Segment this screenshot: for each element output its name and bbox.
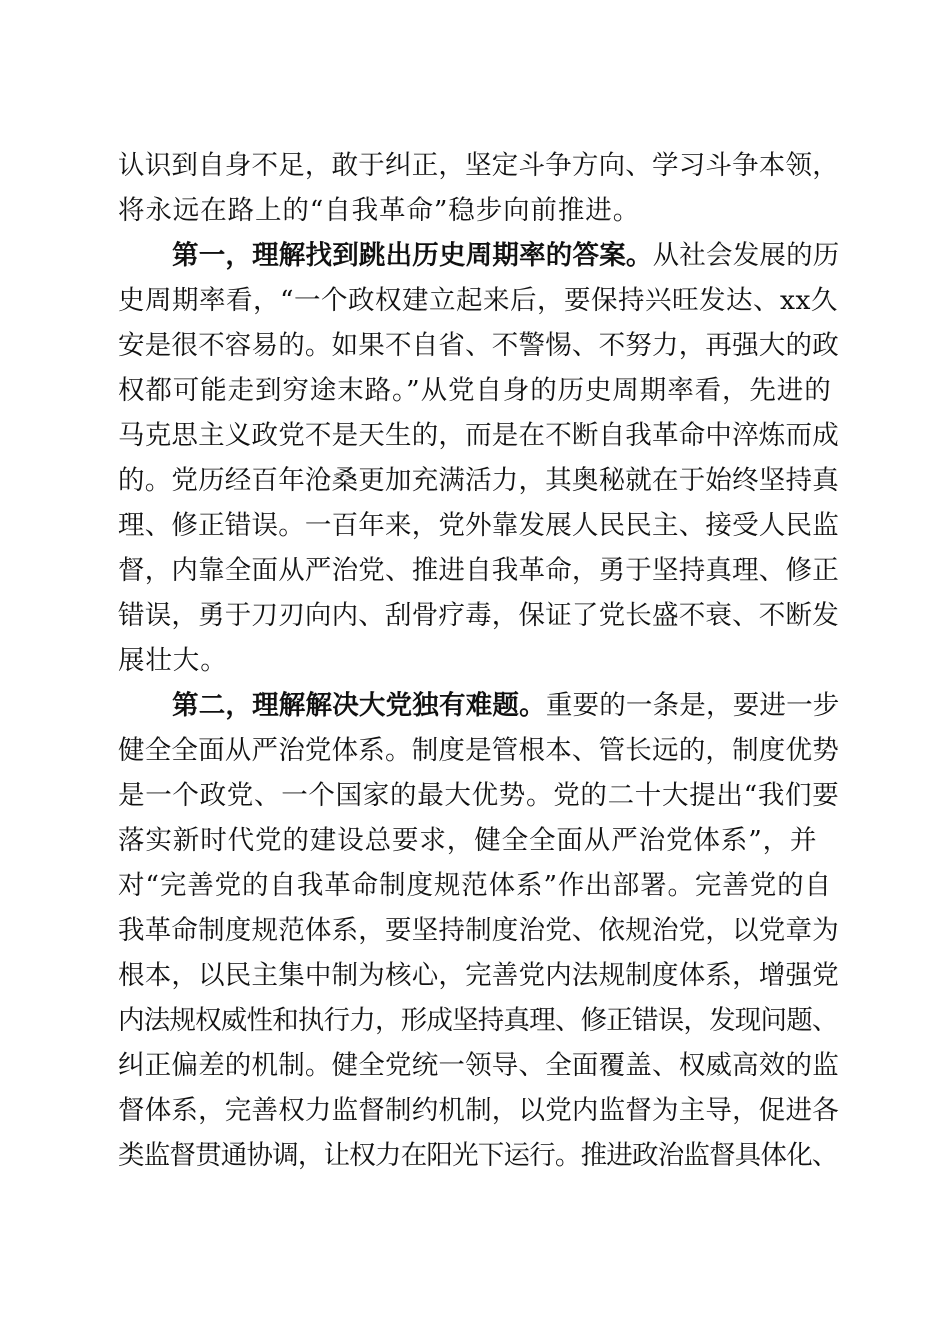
body-text-line: 的。党历经百年沧桑更加充满活力，其奥秘就在于始终坚持真 bbox=[118, 465, 839, 496]
body-text-line: 权都可能走到穷途末路。”从党自身的历史周期率看，先进的 bbox=[118, 375, 832, 406]
body-text-line: 将永远在路上的“自我革命”稳步向前推进。 bbox=[118, 195, 641, 226]
body-text-line: 马克思主义政党不是天生的，而是在不断自我革命中淬炼而成 bbox=[118, 420, 839, 451]
body-text-line: 错误，勇于刀刃向内、刮骨疗毒，保证了党长盛不衰、不断发 bbox=[118, 600, 839, 631]
section2-first-line bbox=[172, 691, 840, 721]
body-text-line: 内法规权威性和执行力，形成坚持真理、修正错误，发现问题、 bbox=[118, 1005, 838, 1036]
body-text-line: 督，内靠全面从严治党、推进自我革命，勇于坚持真理、修正 bbox=[118, 555, 839, 586]
body-text-line: 根本，以民主集中制为核心，完善党内法规制度体系，增强党 bbox=[118, 960, 839, 991]
section2-heading: 第二，理解解决大党独有难题。 bbox=[172, 690, 546, 721]
body-text-line: 我革命制度规范体系，要坚持制度治党、依规治党，以党章为 bbox=[118, 915, 839, 946]
body-text-line: 认识到自身不足，敢于纠正，坚定斗争方向、学习斗争本领， bbox=[118, 150, 839, 181]
section1-first-line bbox=[172, 241, 840, 271]
body-text-line: 健全全面从严治党体系。制度是管根本、管长远的，制度优势 bbox=[118, 735, 839, 766]
body-text-line: 落实新时代党的建设总要求，健全全面从严治党体系”，并 bbox=[118, 825, 818, 856]
body-text-line: 纠正偏差的机制。健全党统一领导、全面覆盖、权威高效的监 bbox=[118, 1050, 839, 1081]
body-text-line: 是一个政党、一个国家的最大优势。党的二十大提出“我们要 bbox=[118, 780, 840, 811]
body-text-line: 理、修正错误。一百年来，党外靠发展人民民主、接受人民监 bbox=[118, 510, 839, 541]
body-text-line: 督体系，完善权力监督制约机制，以党内监督为主导，促进各 bbox=[118, 1095, 839, 1126]
body-text-line: 史周期率看，“一个政权建立起来后，要保持兴旺发达、xx久 bbox=[118, 285, 838, 316]
body-text-line: 安是很不容易的。如果不自省、不警惕、不努力，再强大的政 bbox=[118, 330, 839, 361]
section1-first-line-text: 从社会发展的历 bbox=[652, 240, 840, 271]
body-text-line: 类监督贯通协调，让权力在阳光下运行。推进政治监督具体化、 bbox=[118, 1140, 838, 1171]
body-text-line: 对“完善党的自我革命制度规范体系”作出部署。完善党的自 bbox=[118, 870, 832, 901]
section2-first-line-text: 重要的一条是，要进一步 bbox=[545, 690, 840, 721]
body-text-line: 展壮大。 bbox=[118, 645, 228, 676]
section1-heading: 第一，理解找到跳出历史周期率的答案。 bbox=[172, 240, 653, 271]
